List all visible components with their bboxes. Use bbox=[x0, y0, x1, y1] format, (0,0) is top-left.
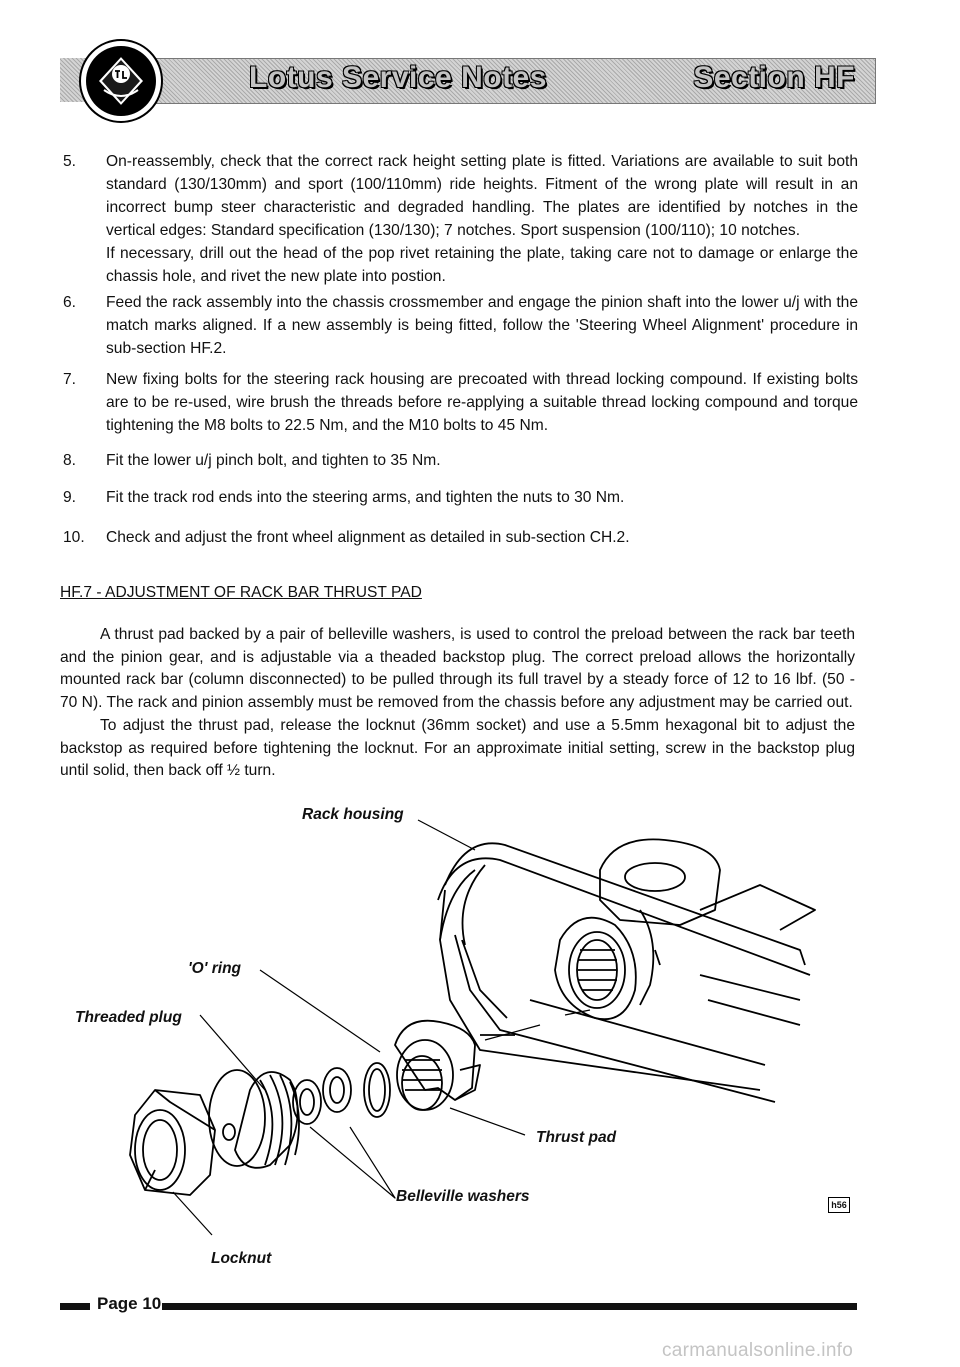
step-8 bbox=[63, 449, 858, 472]
threaded-plug-drawing bbox=[209, 1070, 299, 1168]
step-10 bbox=[63, 526, 858, 549]
thrust-pad-diagram bbox=[60, 790, 850, 1280]
footer-rule-left bbox=[60, 1303, 90, 1310]
exploded-view-drawing bbox=[60, 790, 850, 1280]
step-number: 7. bbox=[63, 371, 77, 388]
label-locknut: Locknut bbox=[211, 1250, 272, 1267]
step-text-continued: If necessary, drill out the head of the pop rivet retaining the plate, taking care not to damage or enlarge the chassis hole, and rivet the new plate into postion. bbox=[106, 245, 858, 285]
section-heading: HF.7 - ADJUSTMENT OF RACK BAR THRUST PAD bbox=[60, 584, 422, 601]
lotus-logo-icon bbox=[78, 38, 164, 124]
page-number: Page 10 bbox=[97, 1294, 162, 1313]
leader-lines bbox=[173, 820, 590, 1235]
step-5 bbox=[63, 150, 858, 285]
section-paragraph-1: A thrust pad backed by a pair of belleville washers, is used to control the preload between the rack bar teeth and the pinion gear, and is adjustable via a theaded backstop plug. The correct preload allows the horizontally mounted rack bar (column disconnected) to be pulled through its full travel by a steady force of 12 to 16 lbf. (50 - 70 N). The rack and pinion assembly must be removed from the chassis before any adjustment may be carried out. bbox=[60, 626, 855, 711]
header-banner bbox=[88, 58, 876, 104]
label-threaded-plug: Threaded plug bbox=[75, 1009, 182, 1026]
step-6 bbox=[63, 291, 858, 361]
step-7 bbox=[63, 368, 858, 438]
locknut-drawing bbox=[130, 1090, 215, 1195]
step-text: Fit the lower u/j pinch bolt, and tighten to 35 Nm. bbox=[106, 452, 441, 469]
step-text: Fit the track rod ends into the steering arms, and tighten the nuts to 30 Nm. bbox=[106, 489, 625, 506]
label-o-ring: 'O' ring bbox=[188, 960, 242, 977]
rack-housing-drawing bbox=[438, 839, 815, 1102]
step-9 bbox=[63, 486, 858, 509]
step-number: 8. bbox=[63, 452, 77, 469]
o-ring-drawing bbox=[364, 1063, 390, 1117]
step-number: 9. bbox=[63, 489, 77, 506]
step-number: 10. bbox=[63, 529, 85, 546]
label-rack-housing: Rack housing bbox=[302, 806, 404, 823]
label-thrust-pad: Thrust pad bbox=[536, 1129, 617, 1146]
label-belleville-washers: Belleville washers bbox=[396, 1188, 530, 1205]
footer-rule bbox=[162, 1303, 857, 1310]
section-paragraph-2: To adjust the thrust pad, release the locknut (36mm socket) and use a 5.5mm hexagonal bit to adjust the backstop as required before tightening the locknut. For an approximate initial setting, screw in the backstop plug until solid, then back off ½ turn. bbox=[60, 717, 855, 779]
thrust-pad-drawing bbox=[395, 1021, 515, 1110]
header-section: Section HF bbox=[693, 61, 855, 94]
step-text: New fixing bolts for the steering rack housing are precoated with thread locking compound. If existing bolts are to be re-used, wire brush the threads before re-applying a suitable thread locking compound and torque tightening the M8 bolts to 22.5 Nm, and the M10 bolts to 45 Nm. bbox=[106, 371, 858, 434]
step-number: 5. bbox=[63, 153, 77, 170]
step-text: Check and adjust the front wheel alignment as detailed in sub-section CH.2. bbox=[106, 529, 630, 546]
figure-code: h56 bbox=[828, 1197, 850, 1213]
watermark: carmanualsonline.info bbox=[662, 1340, 854, 1361]
belleville-washers-drawing bbox=[293, 1068, 351, 1124]
step-text: On-reassembly, check that the correct rack height setting plate is fitted. Variations are available to suit both standard (130/130mm) and sport (100/110mm) ride heights. Fitment of the wrong plate will result in an incorrect bump steer characteristic and degraded handling. The plates are identified by notches in the vertical edges: Standard specification (130/130); 7 notches. Sport suspension (100/110); 10 notches. bbox=[106, 153, 858, 239]
step-number: 6. bbox=[63, 294, 77, 311]
header-title: Lotus Service Notes bbox=[249, 61, 547, 94]
step-text: Feed the rack assembly into the chassis crossmember and engage the pinion shaft into the lower u/j with the match marks aligned. If a new assembly is being fitted, follow the 'Steering Wheel Alignment' procedure in sub-section HF.2. bbox=[106, 294, 858, 357]
